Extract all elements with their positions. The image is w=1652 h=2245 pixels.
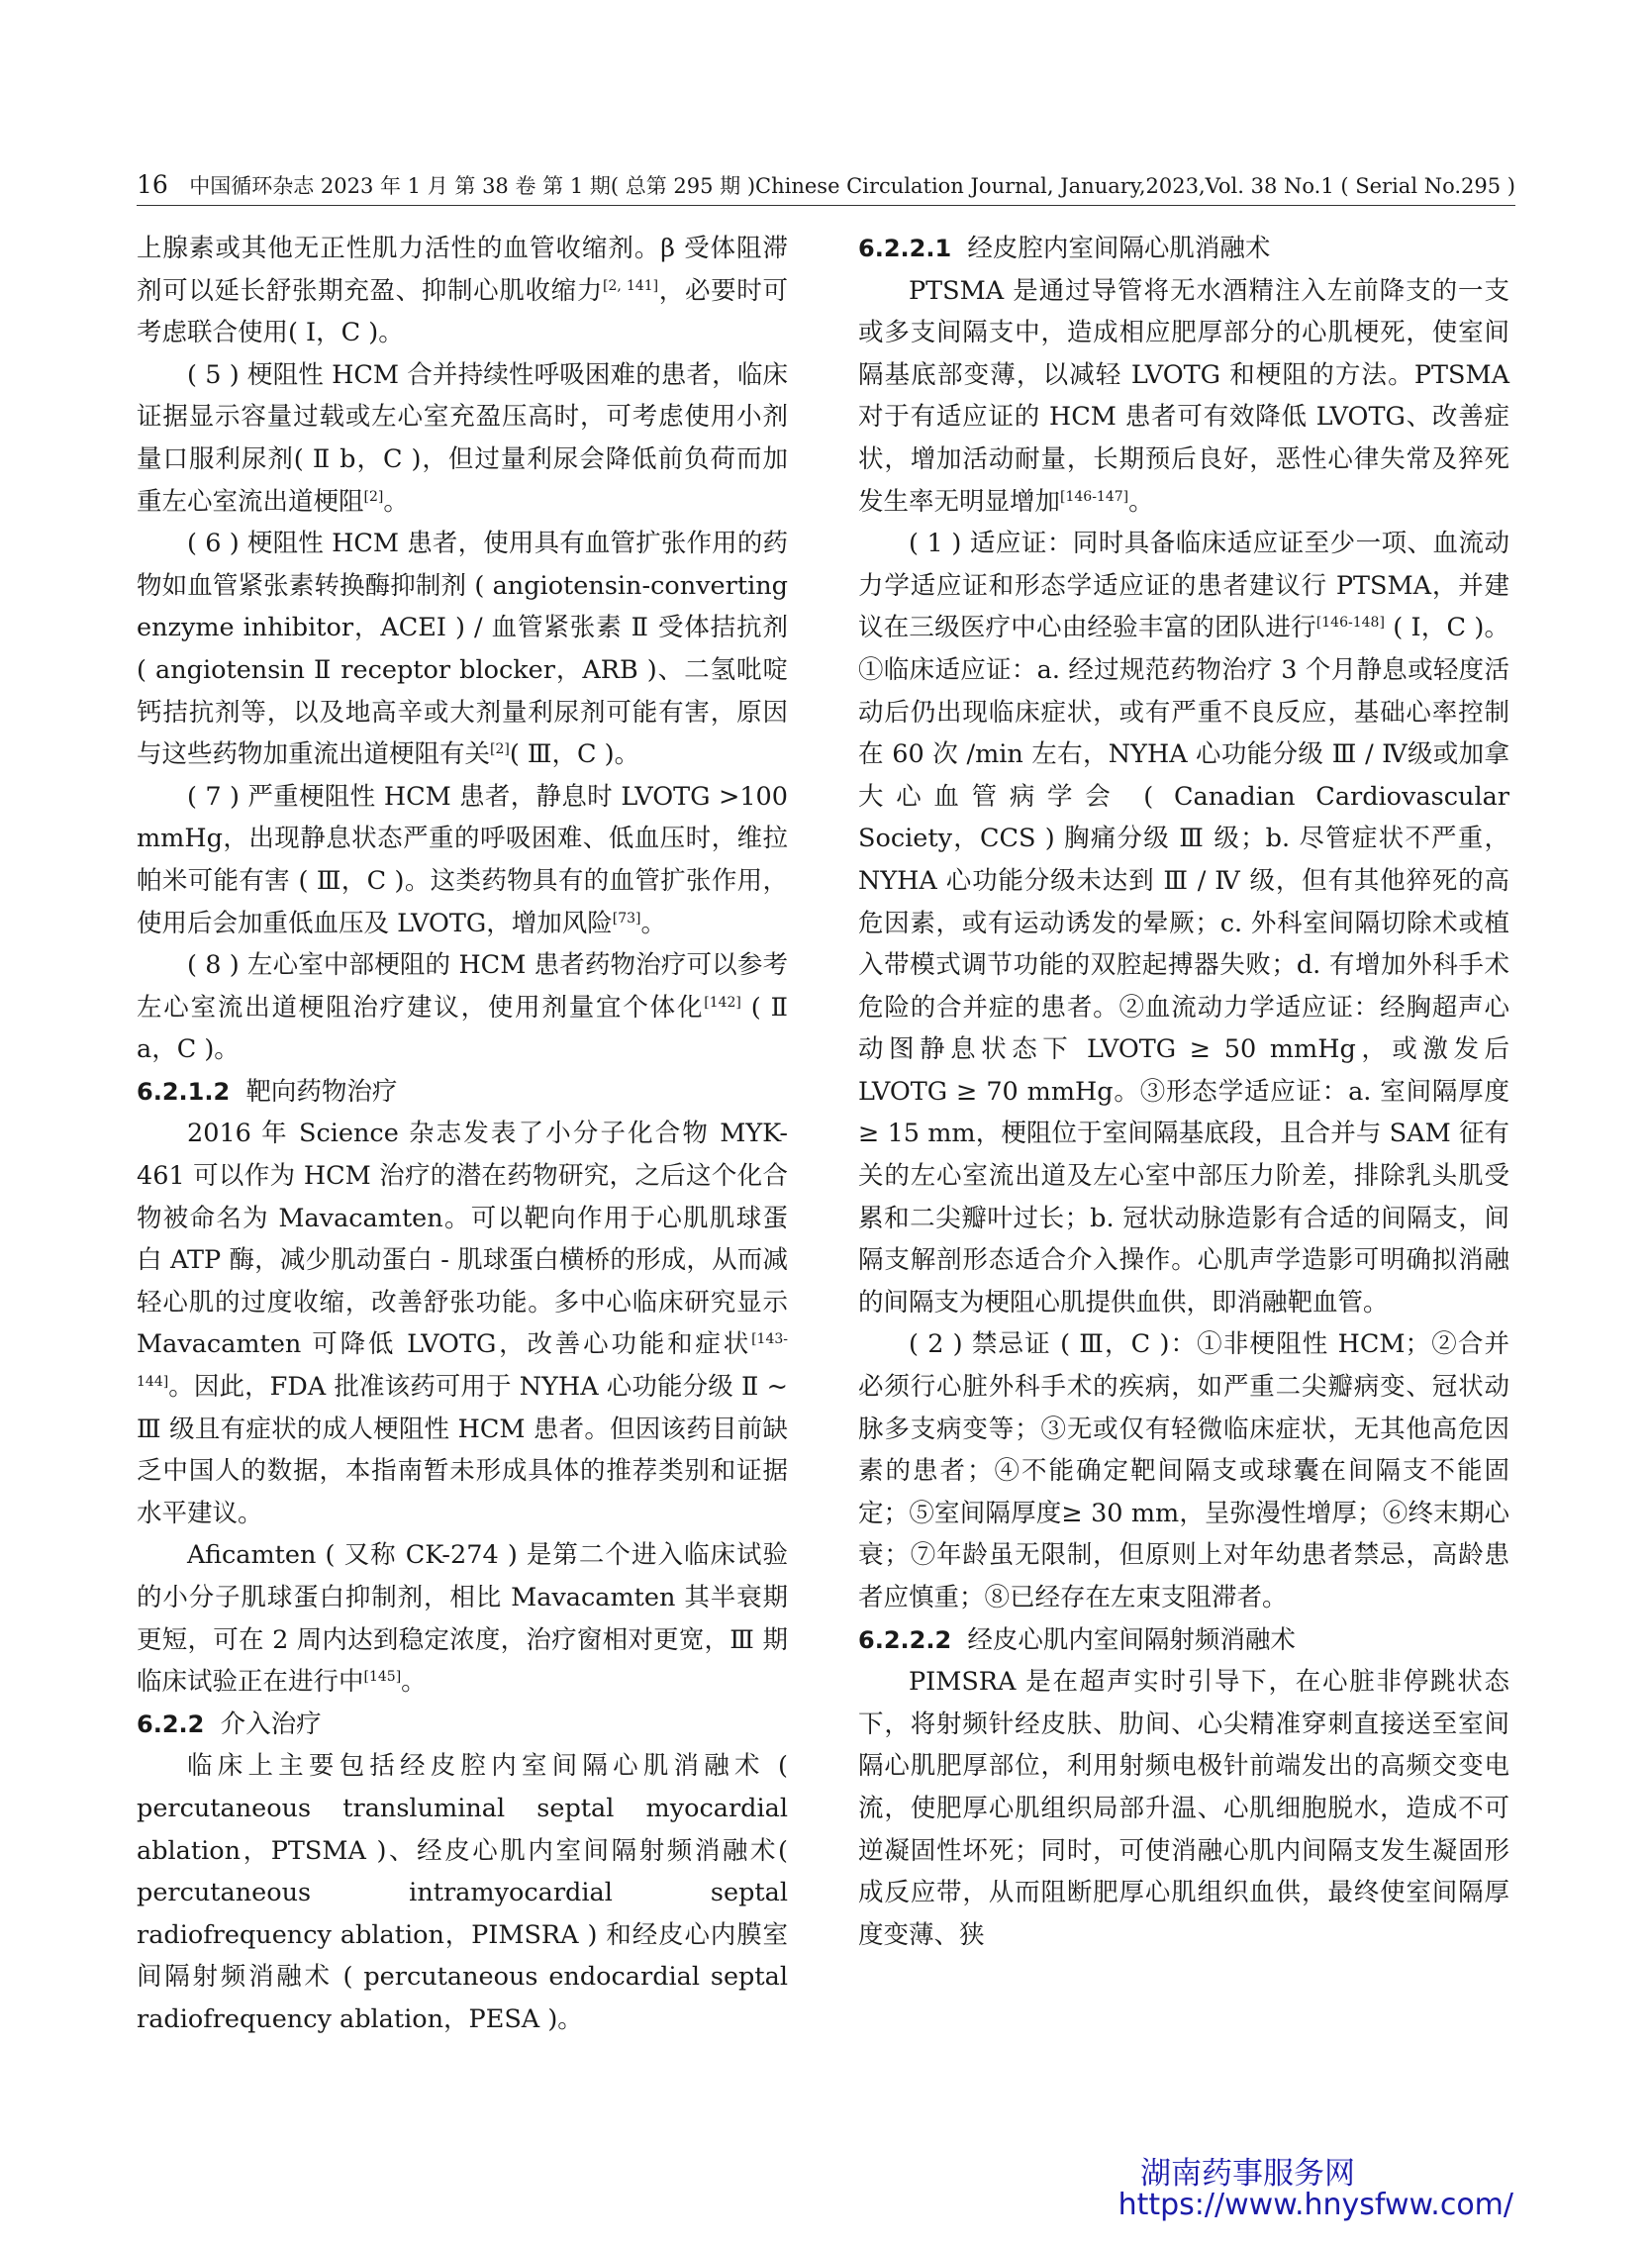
page-number: 16 — [137, 170, 168, 199]
citation: [143-144] — [137, 1331, 788, 1391]
section-heading: 6.2.2.2 经皮心肌内室间隔射频消融术 — [858, 1624, 1296, 1655]
paragraph: ( 2 ) 禁忌证 ( Ⅲ，C )：①非梗阻性 HCM；②合并必须行心脏外科手术的疾病，如严重二尖瓣病变、冠状动脉多支病变等；③无或仅有轻微临床症状，无其他高危因素的患者；④不能确定靶间隔支或球囊在间隔支不能固定；⑤室间隔厚度≥ 30 mm，呈弥漫性增厚；⑥终末期心衰；⑦年龄虽无限制，但原则上对年幼患者禁忌，高龄患者应慎重；⑧已经存在左束支阻滞者。 — [858, 1329, 1509, 1612]
section-heading: 6.2.2.1 经皮腔内室间隔心肌消融术 — [858, 234, 1271, 263]
citation: [2, 141] — [603, 277, 659, 294]
citation: [142] — [704, 994, 741, 1011]
citation: [2] — [363, 488, 384, 505]
paragraph: 2016 年 Science 杂志发表了小分子化合物 MYK-461 可以作为 HCM 治疗的潜在药物研究，之后这个化合物被命名为 Mavacamten。可以靶向作用于心肌肌球蛋白 ATP 酶，减少肌动蛋白 - 肌球蛋白横桥的形成，从而减轻心肌的过度收缩，改善舒张功能。多中心临床研究显示 Mavacamten 可降低 LVOTG，改善心功能和症状[143-144]。因此，FDA 批准该药可用于 NYHA 心功能分级 Ⅱ ~ Ⅲ 级且有症状的成人梗阻性 HCM 患者。但因该药目前缺乏中国人的数据，本指南暂未形成具体的推荐类别和证据水平建议。 — [137, 1119, 788, 1528]
watermark-url[interactable]: https://www.hnysfww.com/ — [1118, 2188, 1513, 2222]
right-column — [858, 228, 1509, 1956]
citation: [73] — [612, 910, 641, 927]
citation: [145] — [363, 1669, 402, 1686]
section-heading: 6.2.1.2 靶向药物治疗 — [137, 1076, 398, 1107]
header-rule — [137, 205, 1515, 206]
paragraph: Aficamten ( 又称 CK-274 ) 是第二个进入临床试验的小分子肌球蛋白抑制剂，相比 Mavacamten 其半衰期更短，可在 2 周内达到稳定浓度，治疗窗相对更宽，Ⅲ 期临床试验正在进行中[145]。 — [137, 1540, 788, 1698]
paragraph: ( 8 ) 左心室中部梗阻的 HCM 患者药物治疗可以参考左心室流出道梗阻治疗建议，使用剂量宜个体化[142] ( Ⅱ a，C )。 — [137, 950, 788, 1065]
paragraph: ( 1 ) 适应证：同时具备临床适应证至少一项、血流动力学适应证和形态学适应证的患者建议行 PTSMA，并建议在三级医疗中心由经验丰富的团队进行[146-148] ( Ⅰ，C )。①临床适应证：a. 经过规范药物治疗 3 个月静息或轻度活动后仍出现临床症状，或有严重不良反应，基础心率控制在 60 次 /min 左右，NYHA 心功能分级 Ⅲ / Ⅳ级或加拿大心血管病学会 ( Canadian Cardiovascular Society，CCS ) 胸痛分级 Ⅲ 级；b. 尽管症状不严重，NYHA 心功能分级未达到 Ⅲ / Ⅳ 级，但有其他猝死的高危因素，或有运动诱发的晕厥；c. 外科室间隔切除术或植入带模式调节功能的双腔起搏器失败；d. 有增加外科手术危险的合并症的患者。②血流动力学适应证：经胸超声心动图静息状态下 LVOTG ≥ 50 mmHg，或激发后 LVOTG ≥ 70 mmHg。③形态学适应证：a. 室间隔厚度≥ 15 mm，梗阻位于室间隔基底段，且合并与 SAM 征有关的左心室流出道及左心室中部压力阶差，排除乳头肌受累和二尖瓣叶过长；b. 冠状动脉造影有合适的间隔支，间隔支解剖形态适合介入操作。心肌声学造影可明确拟消融的间隔支为梗阻心肌提供血供，即消融靶血管。 — [858, 529, 1509, 1318]
running-head: 中国循环杂志 2023 年 1 月 第 38 卷 第 1 期( 总第 295 期 )Chinese Circulation Journal, January,2023,Vol. 38 No.1 ( Serial No.295 ) — [189, 174, 1515, 198]
paragraph: ( 5 ) 梗阻性 HCM 合并持续性呼吸困难的患者，临床证据显示容量过载或左心室充盈压高时，可考虑使用小剂量口服利尿剂( Ⅱ b，C )，但过量利尿会降低前负荷而加重左心室流出道梗阻[2]。 — [137, 359, 788, 517]
citation: [146-147] — [1060, 488, 1129, 505]
paragraph: PTSMA 是通过导管将无水酒精注入左前降支的一支或多支间隔支中，造成相应肥厚部分的心肌梗死，使室间隔基底部变薄，以减轻 LVOTG 和梗阻的方法。PTSMA 对于有适应证的 HCM 患者可有效降低 LVOTG、改善症状，增加活动耐量，长期预后良好，恶性心律失常及猝死发生率无明显增加[146-147]。 — [858, 275, 1509, 517]
paragraph: ( 6 ) 梗阻性 HCM 患者，使用具有血管扩张作用的药物如血管紧张素转换酶抑制剂 ( angiotensin-converting enzyme inhibitor，ACEI ) / 血管紧张素 Ⅱ 受体拮抗剂 ( angiotensin Ⅱ receptor blocker，ARB )、二氢吡啶钙拮抗剂等，以及地高辛或大剂量利尿剂可能有害，原因与这些药物加重流出道梗阻有关[2]( Ⅲ，C )。 — [137, 529, 788, 770]
section-heading: 6.2.2 介入治疗 — [137, 1708, 322, 1739]
watermark-site-name: 湖南药事服务网 — [1140, 2156, 1355, 2192]
paragraph: 上腺素或其他无正性肌力活性的血管收缩剂。β 受体阻滞剂可以延长舒张期充盈、抑制心肌收缩力[2, 141]，必要时可考虑联合使用( Ⅰ，C )。 — [137, 234, 788, 348]
citation: [2] — [490, 741, 510, 758]
paragraph: ( 7 ) 严重梗阻性 HCM 患者，静息时 LVOTG >100 mmHg，出现静息状态严重的呼吸困难、低血压时，维拉帕米可能有害 ( Ⅲ，C )。这类药物具有的血管扩张作用，使用后会加重低血压及 LVOTG，增加风险[73]。 — [137, 781, 788, 938]
left-column — [137, 228, 788, 2041]
paragraph: 临床上主要包括经皮腔内室间隔心肌消融术 ( percutaneous transluminal septal myocardial ablation，PTSMA )、经皮心肌内室间隔射频消融术( percutaneous intramyocardial septal radiofrequency ablation，PIMSRA ) 和经皮心内膜室间隔射频消融术 ( percutaneous endocardial septal radiofrequency ablation，PESA )。 — [137, 1751, 788, 2034]
citation: [146-148] — [1315, 615, 1385, 632]
paragraph: PIMSRA 是在超声实时引导下，在心脏非停跳状态下，将射频针经皮肤、肋间、心尖精准穿刺直接送至室间隔心肌肥厚部位，利用射频电极针前端发出的高频交变电流，使肥厚心肌组织局部升温、心肌细胞脱水，造成不可逆凝固性坏死；同时，可使消融心肌内间隔支发生凝固形成反应带，从而阻断肥厚心肌组织血供，最终使室间隔厚度变薄、狭 — [858, 1667, 1509, 1950]
